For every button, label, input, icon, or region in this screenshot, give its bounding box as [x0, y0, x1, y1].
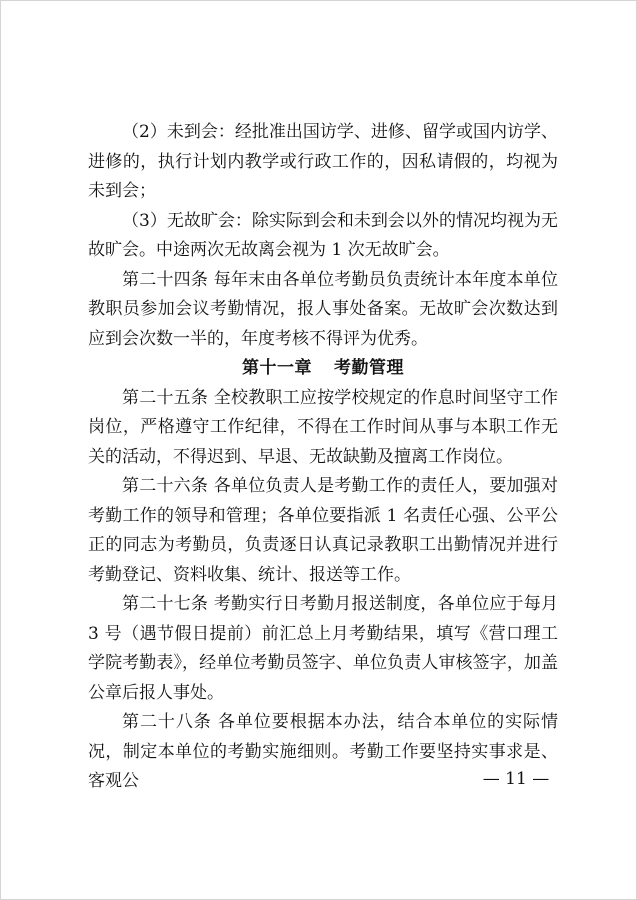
- chapter-number: 第十一章: [242, 358, 312, 378]
- chapter-heading: [88, 354, 558, 384]
- page-number: — 11 —: [482, 769, 550, 789]
- paragraph-article-25: 第二十五条 全校教职工应按学校规定的作息时间坚守工作岗位，严格遵守工作纪律，不得在工作时间从事与本职工作无关的活动，不得迟到、早退、无故缺勤及擅离工作岗位。: [88, 387, 558, 467]
- paragraph-article-26: 第二十六条 各单位负责人是考勤工作的责任人，要加强对考勤工作的领导和管理；各单位要指派 1 名责任心强、公平公正的同志为考勤员，负责逐日认真记录教职工出勤情况并进行考勤登记、资料收集、统计、报送等工作。: [88, 476, 558, 585]
- paragraph-article-28: 第二十八条 各单位要根据本办法，结合本单位的实际情况，制定本单位的考勤实施细则。考勤工作要坚持实事求是、客观公: [88, 712, 558, 791]
- paragraph-article-24: 第二十四条 每年末由各单位考勤员负责统计本年度本单位教职员参加会议考勤情况，报人事处备案。无故旷会次数达到应到会次数一半的，年度考核不得评为优秀。: [88, 269, 558, 349]
- paragraph-article-27: 第二十七条 考勤实行日考勤月报送制度，各单位应于每月 3 号（遇节假日提前）前汇总上月考勤结果，填写《营口理工学院考勤表》，经单位考勤员签字、单位负责人审核签字，加盖公章后报人事处。: [88, 594, 558, 703]
- paragraph-not-attended: （2）未到会：经批准出国访学、进修、留学或国内访学、进修的，执行计划内教学或行政工作的，因私请假的，均视为未到会；: [88, 122, 558, 201]
- chapter-title: 考勤管理: [334, 358, 404, 378]
- paragraph-absent-without-reason: （3）无故旷会：除实际到会和未到会以外的情况均视为无故旷会。中途两次无故离会视为 1 次无故旷会。: [88, 210, 558, 260]
- document-body: [88, 118, 558, 797]
